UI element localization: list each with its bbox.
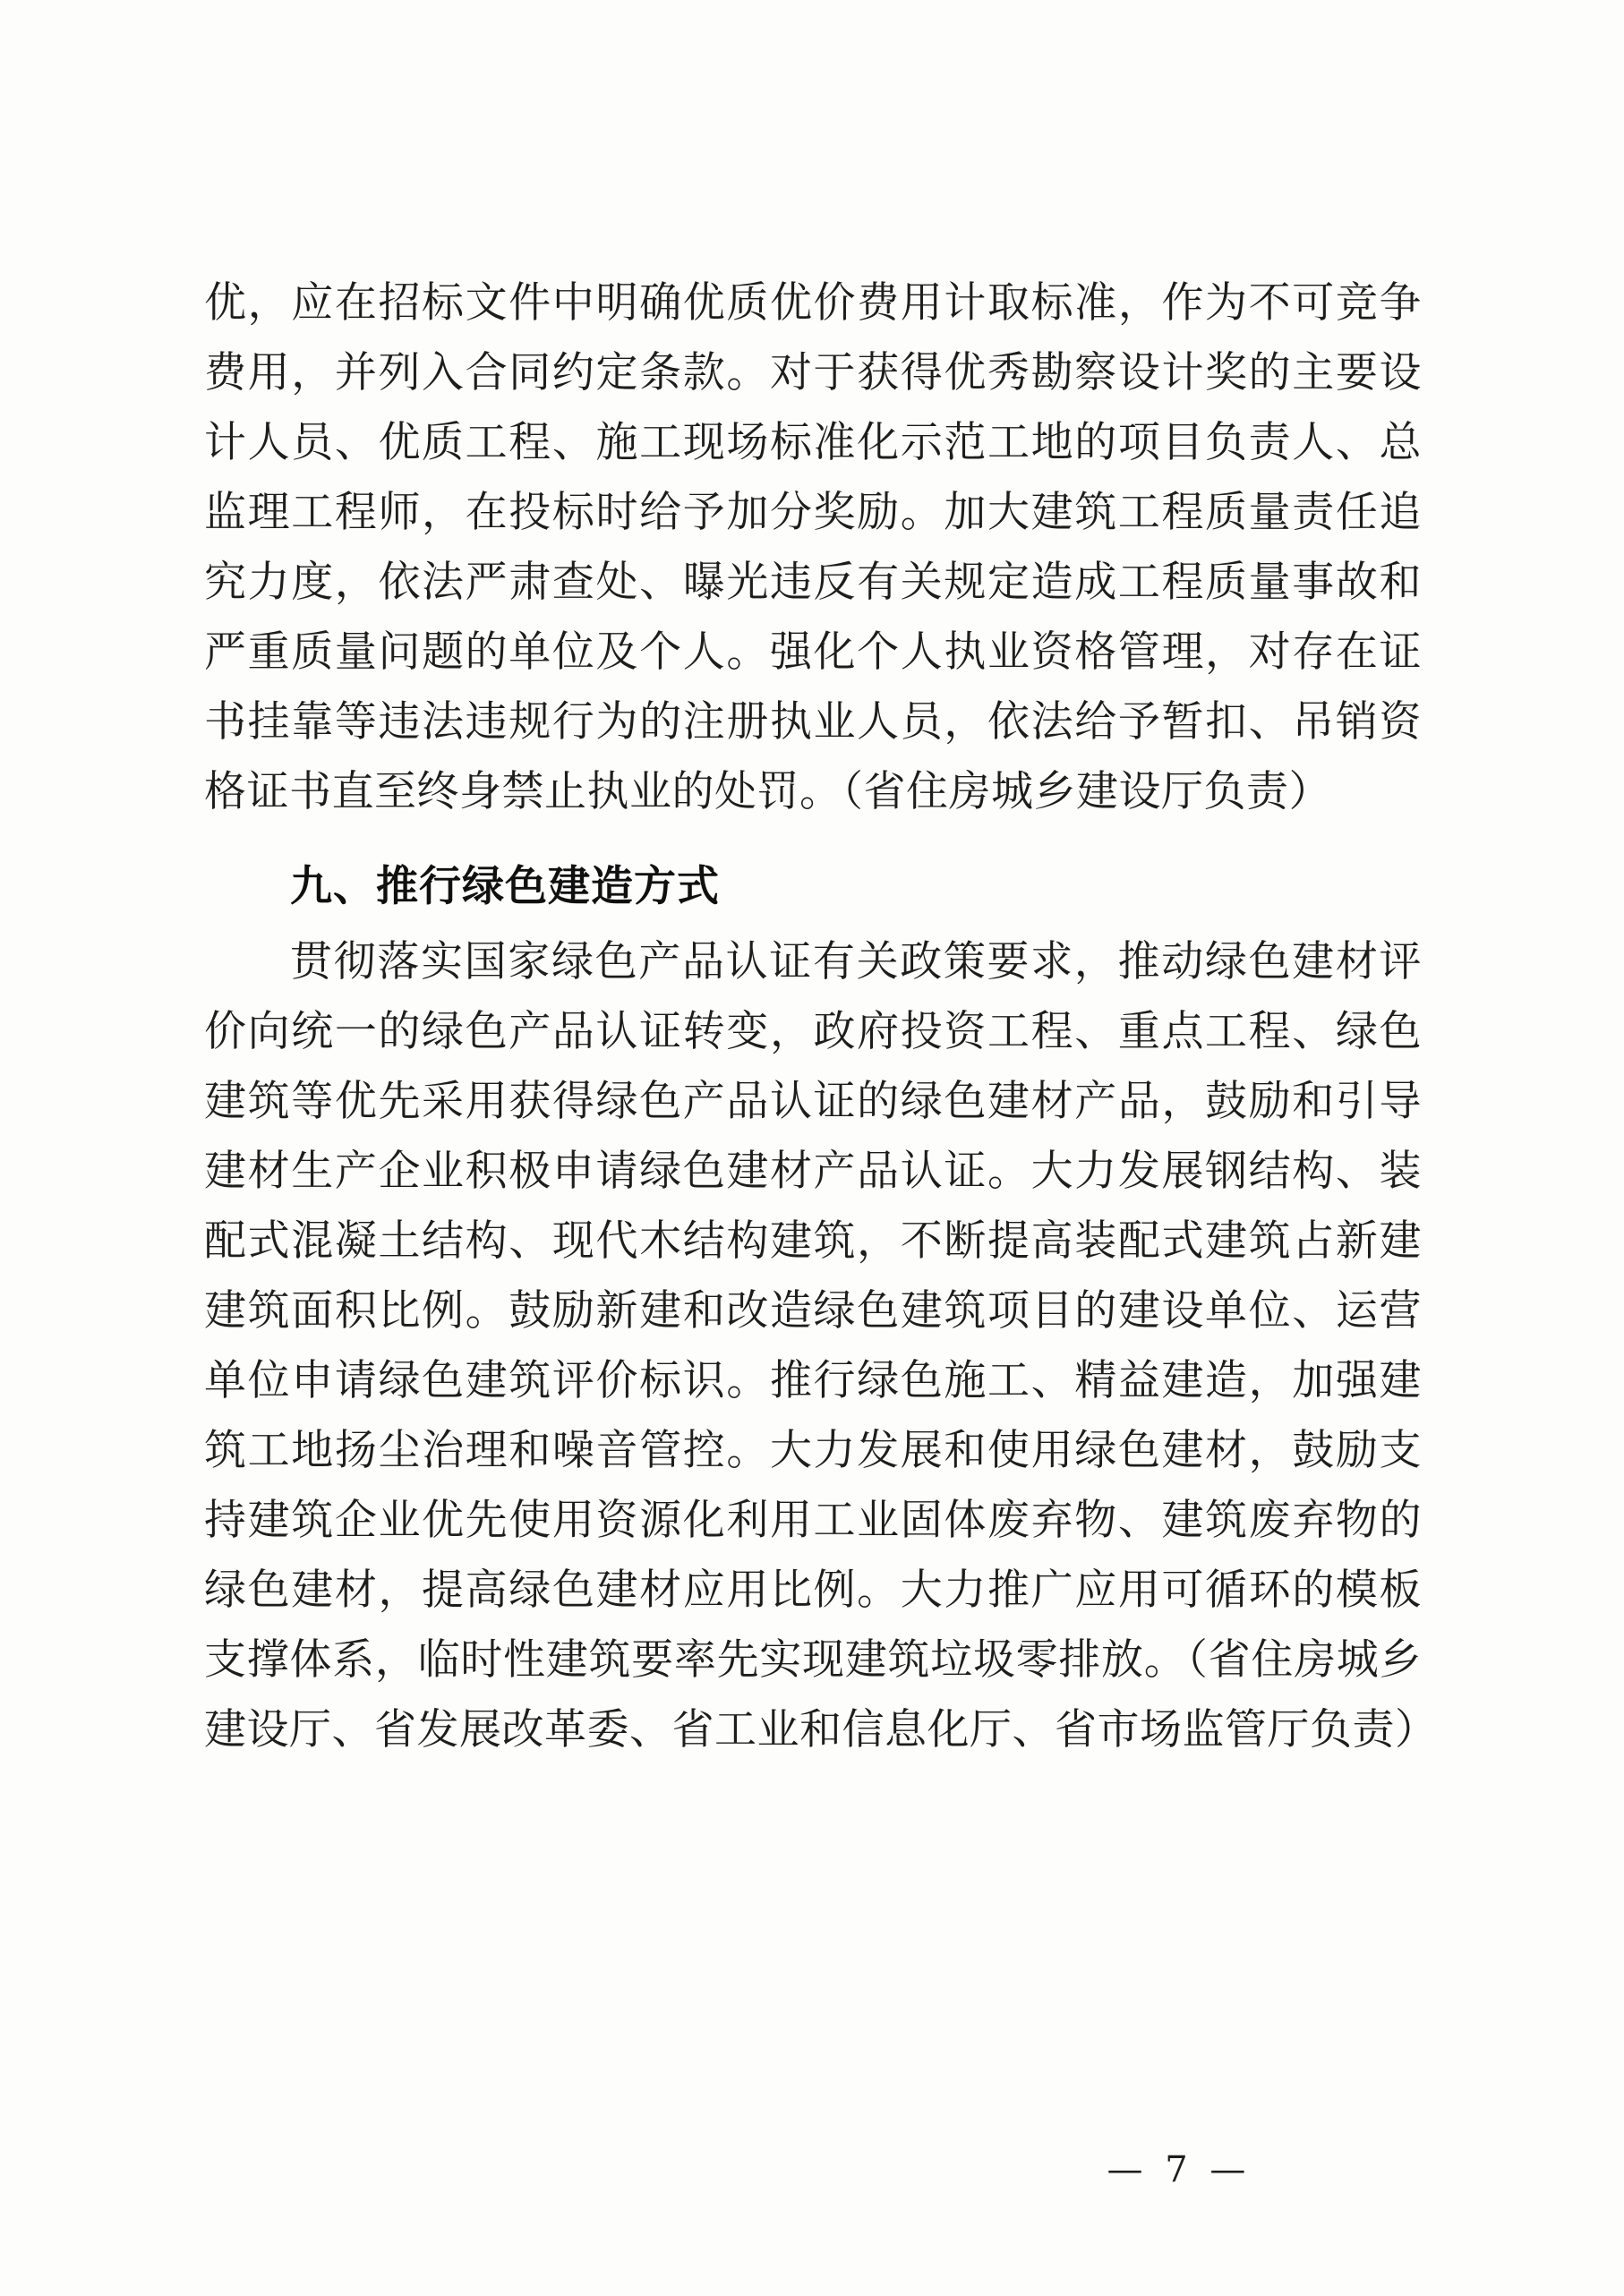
page-number: — 7 —: [1107, 2149, 1252, 2190]
page-content-area: [204, 269, 1438, 1765]
section-heading-nine: 九、推行绿色建造方式: [290, 862, 720, 911]
body-paragraph-green-construction: 贯彻落实国家绿色产品认证有关政策要求，推动绿色建材评价向统一的绿色产品认证转变，政府投资工程、重点工程、绿色建筑等优先采用获得绿色产品认证的绿色建材产品，鼓励和引导建材生产企业积极申请绿色建材产品认证。大力发展钢结构、装配式混凝土结构、现代木结构建筑，不断提高装配式建筑占新建建筑面积比例。鼓励新建和改造绿色建筑项目的建设单位、运营单位申请绿色建筑评价标识。推行绿色施工、精益建造，加强建筑工地扬尘治理和噪音管控。大力发展和使用绿色建材，鼓励支持建筑企业优先使用资源化利用工业固体废弃物、建筑废弃物的绿色建材，提高绿色建材应用比例。大力推广应用可循环的模板支撑体系，临时性建筑要率先实现建筑垃圾零排放。（省住房城乡建设厅、省发展改革委、省工业和信息化厅、省市场监管厅负责）: [204, 937, 1438, 1754]
section-spacer: [204, 827, 1422, 836]
body-paragraph-continued: 优，应在招标文件中明确优质优价费用计取标准，作为不可竞争费用，并列入合同约定条款。对于获得优秀勘察设计奖的主要设计人员、优质工程、施工现场标准化示范工地的项目负责人、总监理工程师，在投标时给予加分奖励。加大建筑工程质量责任追究力度，依法严肃查处、曝光违反有关规定造成工程质量事故和严重质量问题的单位及个人。强化个人执业资格管理，对存在证书挂靠等违法违规行为的注册执业人员，依法给予暂扣、吊销资格证书直至终身禁止执业的处罚。（省住房城乡建设厅负责）: [204, 278, 1422, 816]
